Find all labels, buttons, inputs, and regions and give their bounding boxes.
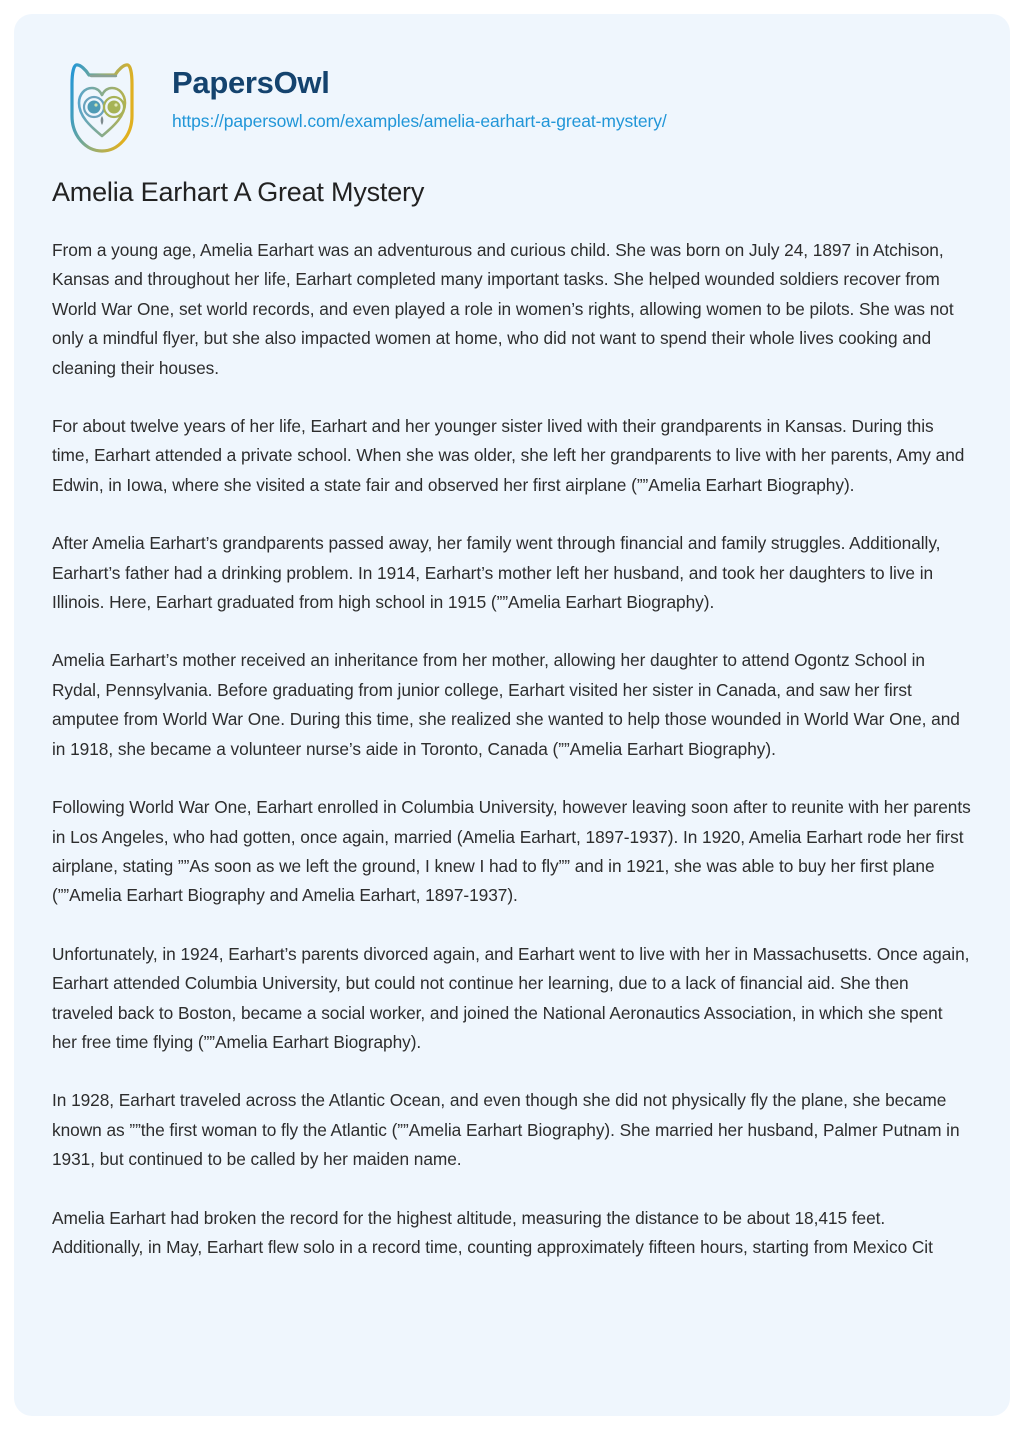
owl-logo-icon (50, 54, 154, 158)
paragraph: Amelia Earhart’s mother received an inheritance from her mother, allowing her daughter to attend Ogontz School in Rydal, Pennsylvania. Before graduating from junior college, Earhart visited her sister in Canada, and saw her first amputee from World War One. During this time, she realized she wanted to help those wounded in World War One, and in 1918, she became a volunteer nurse’s aide in Toronto, Canada (””Amelia Earhart Biography). (52, 650, 960, 759)
document-card (14, 14, 1010, 1416)
paragraph: After Amelia Earhart’s grandparents passed away, her family went through financial and family struggles. Additionally, Earhart’s father had a drinking problem. In 1914, Earhart’s mother left her husband, and took her daughters to live in Illinois. Here, Earhart graduated from high school in 1915 (””Amelia Earhart Biography). (52, 533, 941, 613)
article (52, 174, 972, 1262)
article-body (52, 236, 972, 1262)
paragraph: For about twelve years of her life, Earhart and her younger sister lived with their grandparents in Kansas. During this time, Earhart attended a private school. When she was older, she left her grandparents to live with her parents, Amy and Edwin, in Iowa, where she visited a state fair and observed her first airplane (””Amelia Earhart Biography). (52, 416, 965, 495)
paragraph: Unfortunately, in 1924, Earhart’s parents divorced again, and Earhart went to live with her in Massachusetts. Once again, Earhart attended Columbia University, but could not continue her learning, due to a lack of financial aid. She then traveled back to Boston, became a social worker, and joined the National Aeronautics Association, in which she spent her free time flying (””Amelia Earhart Biography). (52, 943, 970, 1052)
brand-name: PapersOwl (172, 65, 330, 100)
paragraph: Following World War One, Earhart enrolled in Columbia University, however leaving soon after to reunite with her parents in Los Angeles, who had gotten, once again, married (Amelia Earhart, 1897-1937). In 1920, Amelia Earhart rode her first airplane, stating ””As soon as we left the ground, I knew I had to fly”” and in 1921, she was able to buy her first plane (””Amelia Earhart Biography and Amelia Earhart, 1897-1937). (52, 797, 971, 906)
paragraph: From a young age, Amelia Earhart was an adventurous and curious child. She was born on July 24, 1897 in Atchison, Kansas and throughout her life, Earhart completed many important tasks. She helped wounded soldiers recover from World War One, set world records, and even played a role in women’s rights, allowing women to be pilots. She was not only a mindful flyer, but she also impacted women at home, who did not want to spend their whole lives cooking and cleaning their houses. (52, 240, 954, 378)
paragraph: Amelia Earhart had broken the record for the highest altitude, measuring the distance to be about 18,415 feet. Additionally, in May, Earhart flew solo in a record time, counting approximately fifteen hours, starting from Mexico Cit (52, 1207, 933, 1257)
brand-text-block (172, 64, 972, 134)
site-header (44, 40, 974, 160)
paragraph: In 1928, Earhart traveled across the Atlantic Ocean, and even though she did not physically fly the plane, she became known as ””the first woman to fly the Atlantic (””Amelia Earhart Biography). She married her husband, Palmer Putnam in 1931, but continued to be called by her maiden name. (52, 1090, 960, 1170)
source-url-link[interactable]: https://papersowl.com/examples/amelia-earhart-a-great-mystery/ (172, 111, 667, 131)
page-title: Amelia Earhart A Great Mystery (52, 177, 425, 207)
